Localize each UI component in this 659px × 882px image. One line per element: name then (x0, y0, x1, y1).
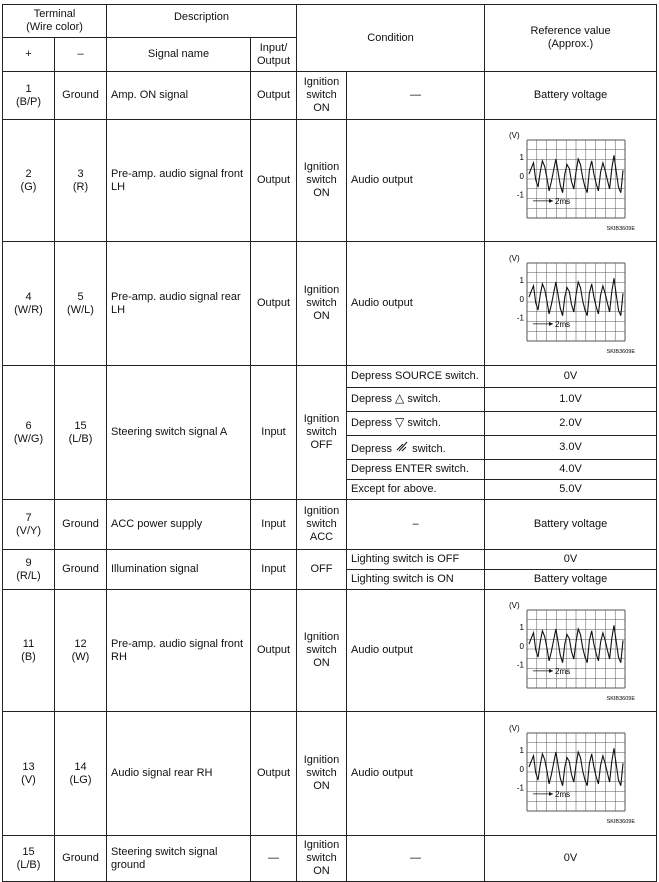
condition: Lighting switch is OFF (347, 550, 485, 570)
reference-value: 4.0V (485, 460, 657, 480)
reference-value: Battery voltage (485, 500, 657, 550)
time-arrow-head (549, 791, 553, 795)
condition: Lighting switch is ON (347, 570, 485, 590)
reference-value (485, 242, 657, 366)
condition: Depress ENTER switch. (347, 460, 485, 480)
table-row (3, 836, 657, 882)
signal-line: Pre-amp. audio signal front (111, 637, 244, 650)
terminal-number: 11 (22, 637, 35, 650)
waveform-unit-label: (V) (508, 723, 520, 733)
header-input-output (251, 38, 297, 72)
wire-color: (R/L) (16, 569, 41, 582)
signal-line: LH (111, 303, 126, 316)
waveform-chart (503, 128, 639, 234)
table-row (3, 242, 657, 366)
header-description: Description (107, 5, 297, 38)
ignition-condition (297, 72, 347, 120)
condition (347, 388, 485, 412)
cond-line: OFF (310, 439, 333, 451)
wire-color: (W/R) (14, 303, 43, 316)
figure-code-label: SKIB3609E (606, 695, 635, 702)
input-output: Output (251, 712, 297, 836)
condition: — (347, 836, 485, 882)
wire-color: (R) (72, 180, 89, 193)
mute-switch-icon-graphic (395, 440, 409, 452)
input-output: Input (251, 500, 297, 550)
cond-line: Ignition (303, 284, 340, 296)
cond-line: switch (306, 518, 337, 530)
waveform-y-tick: 0 (519, 294, 524, 304)
signal-line: Pre-amp. audio signal front (111, 167, 244, 180)
figure-code-label: SKIB3609E (606, 225, 635, 232)
cond-line: switch (306, 767, 337, 779)
ignition-condition (297, 712, 347, 836)
condition (347, 412, 485, 436)
condition-text: switch. (412, 442, 446, 455)
triangle-up-icon: △ (395, 391, 405, 405)
wire-color: (W/G) (13, 432, 44, 445)
time-label: 2ms (554, 666, 570, 676)
signal-line: ground (111, 858, 146, 871)
wire-color: (L/B) (16, 858, 41, 871)
terminal-number: 5 (77, 290, 84, 303)
waveform-unit-label: (V) (508, 600, 520, 610)
condition: Audio output (347, 242, 485, 366)
terminal-minus: Ground (55, 72, 107, 120)
cond-line: switch (306, 89, 337, 101)
ignition-condition (297, 590, 347, 712)
ignition-condition (297, 500, 347, 550)
input-output: Output (251, 72, 297, 120)
terminal-plus (3, 500, 55, 550)
terminal-minus (55, 366, 107, 500)
time-label: 2ms (554, 319, 570, 329)
header-plus: + (3, 38, 55, 72)
signal-line: Pre-amp. audio signal rear (111, 290, 241, 303)
waveform-chart (503, 598, 639, 704)
condition: Except for above. (347, 480, 485, 500)
wire-color: (G) (20, 180, 37, 193)
table-row (3, 500, 657, 550)
cond-line: Ignition (303, 839, 340, 851)
cond-line: ON (313, 310, 330, 322)
waveform-y-tick: 1 (519, 275, 524, 285)
figure-code-label: SKIB3609E (606, 348, 635, 355)
time-arrow-head (549, 321, 553, 325)
terminal-plus (3, 366, 55, 500)
signal-line: Steering switch signal (111, 845, 218, 858)
terminal-number: 15 (22, 845, 35, 858)
table-row (3, 72, 657, 120)
condition-text: Depress (351, 417, 392, 429)
condition: Audio output (347, 590, 485, 712)
signal-name (107, 242, 251, 366)
signal-name: ACC power supply (107, 500, 251, 550)
header-terminal-label: Terminal (33, 8, 76, 20)
signal-line: LH (111, 180, 126, 193)
reference-value (485, 120, 657, 242)
terminal-number: 7 (25, 511, 32, 524)
header-approx-label: (Approx.) (547, 38, 594, 50)
header-signal-name: Signal name (107, 38, 251, 72)
wire-color: (B) (21, 650, 36, 663)
waveform-unit-label: (V) (508, 253, 520, 263)
terminal-minus (55, 120, 107, 242)
reference-value: 3.0V (485, 436, 657, 460)
table-row (3, 366, 657, 388)
cond-line: ON (313, 187, 330, 199)
table-row (3, 550, 657, 570)
time-arrow-head (549, 198, 553, 202)
input-output: Output (251, 242, 297, 366)
waveform-y-tick: -1 (516, 313, 524, 323)
waveform-y-tick: 1 (519, 622, 524, 632)
cond-line: switch (306, 297, 337, 309)
condition: Depress SOURCE switch. (347, 366, 485, 388)
terminal-plus (3, 242, 55, 366)
terminal-plus (3, 712, 55, 836)
reference-value (485, 590, 657, 712)
cond-line: switch (306, 852, 337, 864)
terminal-number: 12 (74, 637, 87, 650)
condition: Audio output (347, 120, 485, 242)
terminal-minus: Ground (55, 836, 107, 882)
reference-value: Battery voltage (485, 72, 657, 120)
terminal-number: 13 (22, 760, 35, 773)
condition: Audio output (347, 712, 485, 836)
reference-value: 1.0V (485, 388, 657, 412)
waveform-chart (503, 721, 639, 827)
cond-line: Ignition (303, 161, 340, 173)
waveform-y-tick: 0 (519, 641, 524, 651)
cond-line: ON (313, 657, 330, 669)
reference-value: Battery voltage (485, 570, 657, 590)
ignition-condition (297, 836, 347, 882)
terminal-number: 6 (25, 419, 32, 432)
cond-line: ON (313, 780, 330, 792)
cond-line: Ignition (303, 754, 340, 766)
terminal-minus: Ground (55, 550, 107, 590)
terminal-minus (55, 242, 107, 366)
terminal-minus (55, 590, 107, 712)
ignition-condition: OFF (297, 550, 347, 590)
condition-text: Depress (351, 393, 392, 405)
wire-color: (LG) (69, 773, 92, 786)
table-row (3, 120, 657, 242)
signal-name (107, 120, 251, 242)
time-label: 2ms (554, 789, 570, 799)
terminal-plus (3, 72, 55, 120)
condition-text: Depress (351, 442, 392, 455)
header-reference-value (485, 5, 657, 72)
reference-value: 5.0V (485, 480, 657, 500)
header-input-output-line2: Output (256, 54, 291, 67)
terminal-number: 4 (25, 290, 32, 303)
terminal-plus (3, 836, 55, 882)
terminal-number: 2 (25, 167, 32, 180)
time-label: 2ms (554, 196, 570, 206)
waveform-y-tick: 0 (519, 764, 524, 774)
header-condition: Condition (297, 5, 485, 72)
input-output: Output (251, 590, 297, 712)
terminal-minus (55, 712, 107, 836)
condition: – (347, 500, 485, 550)
terminal-number: 15 (74, 419, 87, 432)
cond-line: Ignition (303, 413, 340, 425)
header-minus: – (55, 38, 107, 72)
terminal-number: 14 (74, 760, 87, 773)
waveform-unit-label: (V) (508, 130, 520, 140)
cond-line: Ignition (303, 631, 340, 643)
input-output: Input (251, 366, 297, 500)
terminal-number: 3 (77, 167, 84, 180)
header-reference-value-label: Reference value (530, 25, 611, 37)
wire-color: (L/B) (68, 432, 93, 445)
reference-value: 0V (485, 550, 657, 570)
input-output: Output (251, 120, 297, 242)
signal-name: Audio signal rear RH (107, 712, 251, 836)
waveform-y-tick: -1 (516, 660, 524, 670)
input-output: — (251, 836, 297, 882)
header-wire-color-label: (Wire color) (26, 21, 83, 33)
table-row (3, 712, 657, 836)
terminal-number: 9 (25, 556, 32, 569)
time-arrow-head (549, 668, 553, 672)
cond-line: ON (313, 102, 330, 114)
cond-line: Ignition (303, 505, 340, 517)
waveform-y-tick: 0 (519, 171, 524, 181)
waveform-y-tick: -1 (516, 190, 524, 200)
cond-line: switch (306, 174, 337, 186)
wire-color: (W) (71, 650, 90, 663)
reference-value: 0V (485, 366, 657, 388)
condition: — (347, 72, 485, 120)
cond-line: ACC (309, 531, 334, 543)
signal-name: Amp. ON signal (107, 72, 251, 120)
ignition-condition (297, 242, 347, 366)
signal-name: Steering switch signal A (107, 366, 251, 500)
terminal-minus: Ground (55, 500, 107, 550)
signal-name: Illumination signal (107, 550, 251, 590)
terminal-plus (3, 120, 55, 242)
reference-value: 2.0V (485, 412, 657, 436)
reference-value: 0V (485, 836, 657, 882)
ignition-condition (297, 120, 347, 242)
table-row (3, 590, 657, 712)
reference-value (485, 712, 657, 836)
waveform-chart (503, 251, 639, 357)
wire-color: (V) (21, 773, 36, 786)
ignition-condition (297, 366, 347, 500)
wire-color: (W/L) (67, 303, 94, 316)
terminal-plus (3, 590, 55, 712)
figure-code-label: SKIB3609E (606, 818, 635, 825)
waveform-y-tick: 1 (519, 745, 524, 755)
wire-color: (B/P) (15, 95, 42, 108)
wire-color: (V/Y) (15, 524, 42, 537)
waveform-y-tick: 1 (519, 152, 524, 162)
cond-line: switch (306, 426, 337, 438)
cond-line: switch (306, 644, 337, 656)
input-output: Input (251, 550, 297, 590)
condition-text: switch. (407, 417, 441, 429)
header-terminal (3, 5, 107, 38)
waveform-y-tick: -1 (516, 783, 524, 793)
condition (347, 436, 485, 460)
triangle-down-icon: ▽ (395, 415, 405, 429)
header-input-output-line1: Input/ (259, 41, 288, 54)
signal-name (107, 836, 251, 882)
mute-switch-icon (395, 440, 409, 456)
signal-name (107, 590, 251, 712)
terminal-number: 1 (25, 82, 32, 95)
terminal-plus (3, 550, 55, 590)
terminal-reference-table (2, 4, 657, 882)
cond-line: ON (313, 865, 330, 877)
cond-line: Ignition (303, 76, 340, 88)
signal-line: RH (111, 650, 127, 663)
condition-text: switch. (407, 393, 441, 405)
